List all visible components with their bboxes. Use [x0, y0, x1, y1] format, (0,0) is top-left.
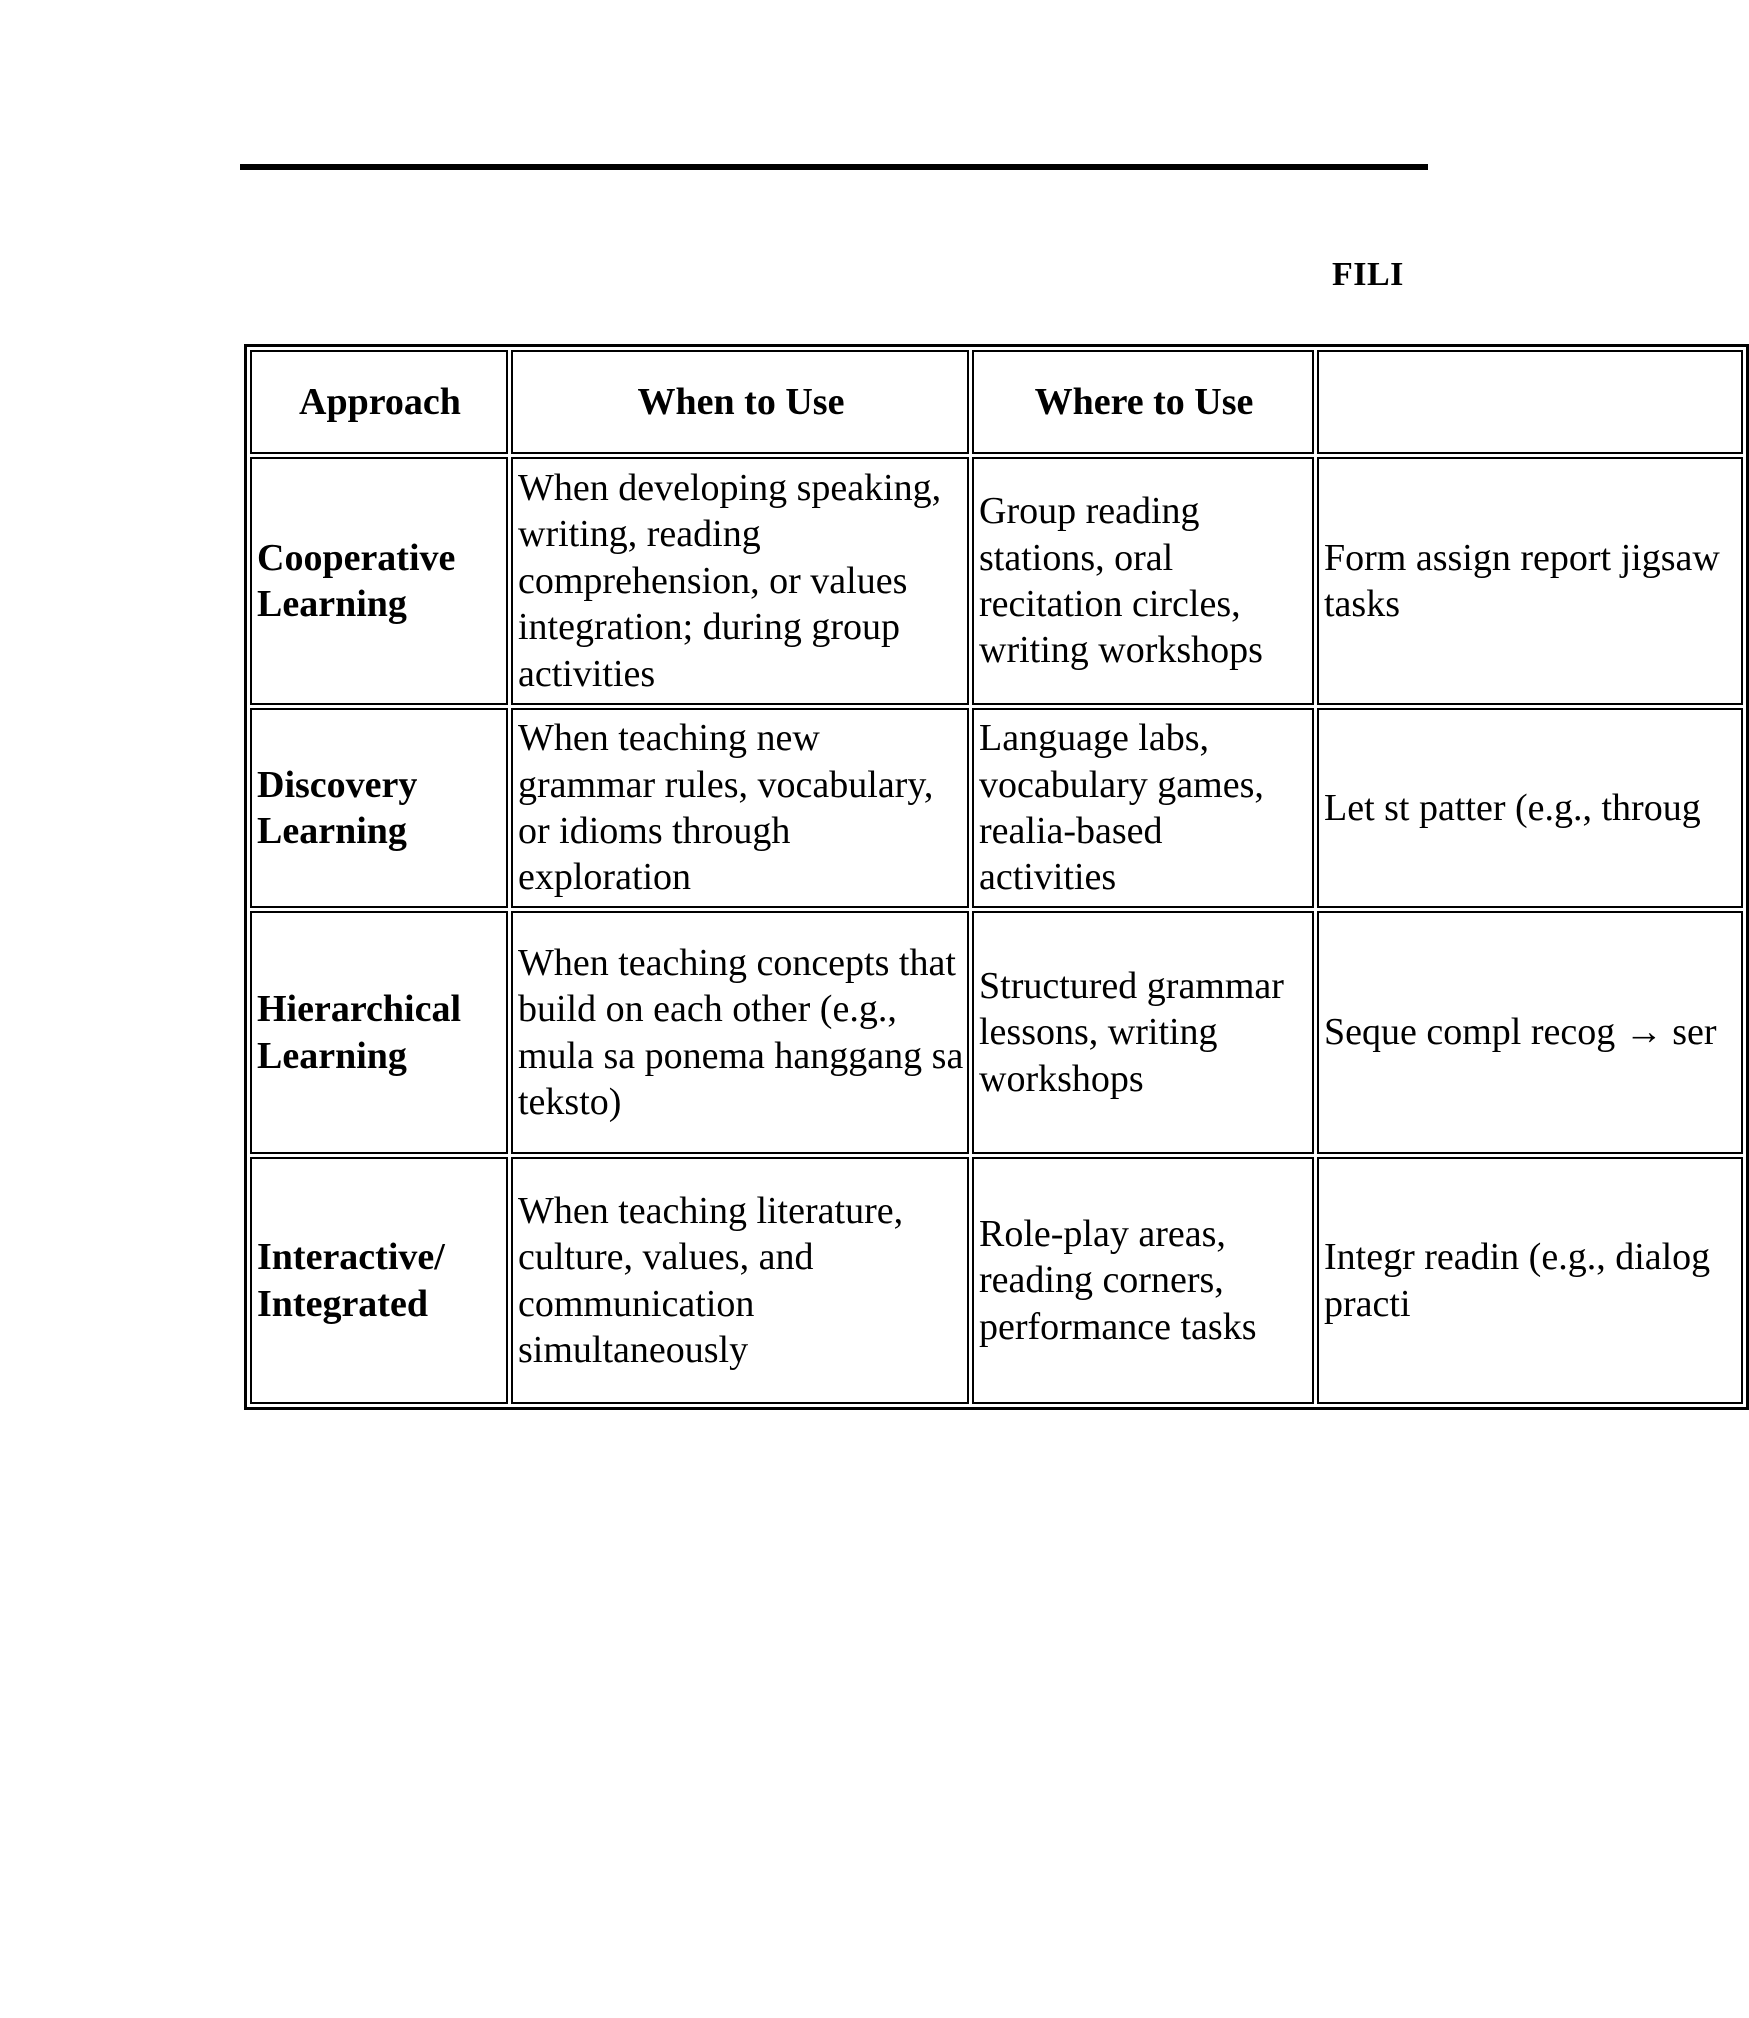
when-cell: When teaching new grammar rules, vocabulary, or idioms through exploration: [511, 708, 969, 908]
table-row: [250, 1157, 1743, 1404]
approaches-table: [244, 344, 1749, 1410]
header-when-to-use: When to Use: [511, 350, 969, 454]
when-cell: When developing speaking, writing, reading comprehension, or values integration; during group activities: [511, 457, 969, 705]
approach-cell: Discovery Learning: [250, 708, 508, 908]
when-cell: When teaching concepts that build on each other (e.g., mula sa ponema hanggang sa teksto): [511, 911, 969, 1154]
table-row: [250, 457, 1743, 705]
approach-cell: Cooperative Learning: [250, 457, 508, 705]
table-row: [250, 911, 1743, 1154]
table-row: [250, 708, 1743, 908]
how-cell: Seque compl recog → ser: [1317, 911, 1743, 1154]
where-cell: Role-play areas, reading corners, performance tasks: [972, 1157, 1314, 1404]
where-cell: Language labs, vocabulary games, realia-based activities: [972, 708, 1314, 908]
how-cell: Form assign report jigsaw tasks: [1317, 457, 1743, 705]
header-column-4: [1317, 350, 1743, 454]
approaches-table-container: [244, 344, 1720, 1402]
approach-cell: Hierarchical Learning: [250, 911, 508, 1154]
header-approach: Approach: [250, 350, 508, 454]
how-cell: Let st patter (e.g., throug: [1317, 708, 1743, 908]
where-cell: Structured grammar lessons, writing workshops: [972, 911, 1314, 1154]
header-where-to-use: Where to Use: [972, 350, 1314, 454]
page-heading: FILI: [1332, 256, 1404, 293]
table-header-row: [250, 350, 1743, 454]
approach-cell: Interactive/ Integrated: [250, 1157, 508, 1404]
header-rule: [240, 164, 1428, 170]
where-cell: Group reading stations, oral recitation circles, writing workshops: [972, 457, 1314, 705]
how-cell: Integr readin (e.g., dialog practi: [1317, 1157, 1743, 1404]
when-cell: When teaching literature, culture, values, and communication simultaneously: [511, 1157, 969, 1404]
